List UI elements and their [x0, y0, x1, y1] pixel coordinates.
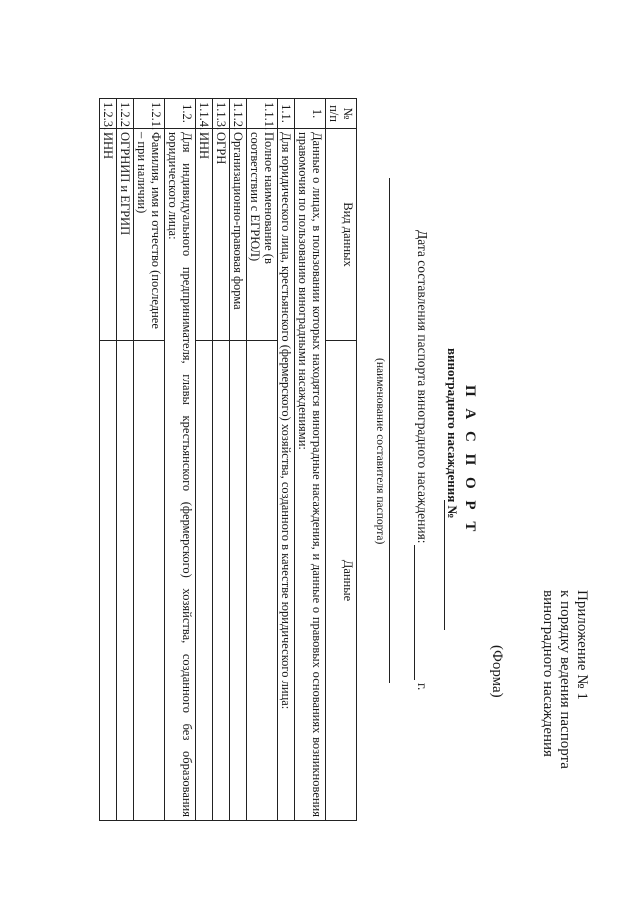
row-number: 1.2.2.	[117, 99, 134, 129]
row-number: 1.1.2.	[230, 99, 247, 129]
date-blank-line	[414, 545, 415, 680]
passport-title: П А С П О Р Т	[462, 385, 478, 536]
row-kind: ИНН	[196, 129, 213, 341]
row-data-cell[interactable]	[134, 341, 165, 821]
row-number: 1.1.4.	[196, 99, 213, 129]
appendix-line-3: виноградного насаждения	[540, 590, 556, 757]
table-row	[247, 99, 278, 821]
row-number: 1.2.1.	[134, 99, 165, 129]
table-body	[100, 99, 326, 821]
row-kind: Фамилия, имя и отчество (последнее – при наличии)	[134, 129, 165, 341]
row-number: 1.1.1.	[247, 99, 278, 129]
row-kind: Организационно-правовая форма	[230, 129, 247, 341]
appendix-line-2: к порядку ведения паспорта	[557, 590, 573, 769]
row-kind: ОГРНИП и ЕГРИП	[117, 129, 134, 341]
row-text: Для индивидуального предпринимателя, главы крестьянского (фермерского) хозяйства, созданного без образования юридического лица:	[165, 129, 196, 821]
row-data-cell[interactable]	[117, 341, 134, 821]
passport-number-line	[444, 500, 445, 630]
row-kind: ОГРН	[213, 129, 230, 341]
compiler-blank-line	[389, 178, 390, 683]
table-row	[213, 99, 230, 821]
passport-subtitle: виноградного насаждения №	[445, 348, 460, 519]
table-row	[134, 99, 165, 821]
row-number: 1.2.3.	[100, 99, 117, 129]
header-num: № п/п	[326, 99, 357, 129]
row-number: 1.1.	[278, 99, 295, 129]
compiler-caption: (наименование составителя паспорта)	[374, 358, 386, 545]
row-number: 1.1.3.	[213, 99, 230, 129]
table-header-row	[326, 99, 357, 821]
table-row	[100, 99, 117, 821]
header-data: Данные	[326, 341, 357, 821]
table-row	[165, 99, 196, 821]
header-kind: Вид данных	[326, 129, 357, 341]
form-label: (Форма)	[489, 645, 505, 698]
table-row	[117, 99, 134, 821]
row-number: 1.	[295, 99, 326, 129]
row-number: 1.2.	[165, 99, 196, 129]
row-data-cell[interactable]	[213, 341, 230, 821]
row-kind: Полное наименование (в соответствии с ЕГРЮЛ)	[247, 129, 278, 341]
table-row	[295, 99, 326, 821]
table-row	[196, 99, 213, 821]
row-data-cell[interactable]	[230, 341, 247, 821]
row-text: Данные о лицах, в пользовании которых находятся виноградные насаждения, и данные о правовых основаниях возникновения правомочия по пользованию виноградными насаждениями:	[295, 129, 326, 821]
passport-data-table	[99, 98, 357, 821]
row-kind: ИНН	[100, 129, 117, 341]
row-data-cell[interactable]	[196, 341, 213, 821]
row-data-cell[interactable]	[247, 341, 278, 821]
row-text: Для юридического лица, крестьянского (фермерского) хозяйства, созданного в качестве юридического лица:	[278, 129, 295, 821]
row-data-cell[interactable]	[100, 341, 117, 821]
table-row	[230, 99, 247, 821]
date-suffix: г.	[415, 683, 430, 691]
appendix-line-1: Приложение № 1	[574, 590, 590, 700]
date-label: Дата составления паспорта виноградного насаждения:	[415, 230, 430, 544]
appendix-block	[539, 590, 590, 769]
table-row	[278, 99, 295, 821]
